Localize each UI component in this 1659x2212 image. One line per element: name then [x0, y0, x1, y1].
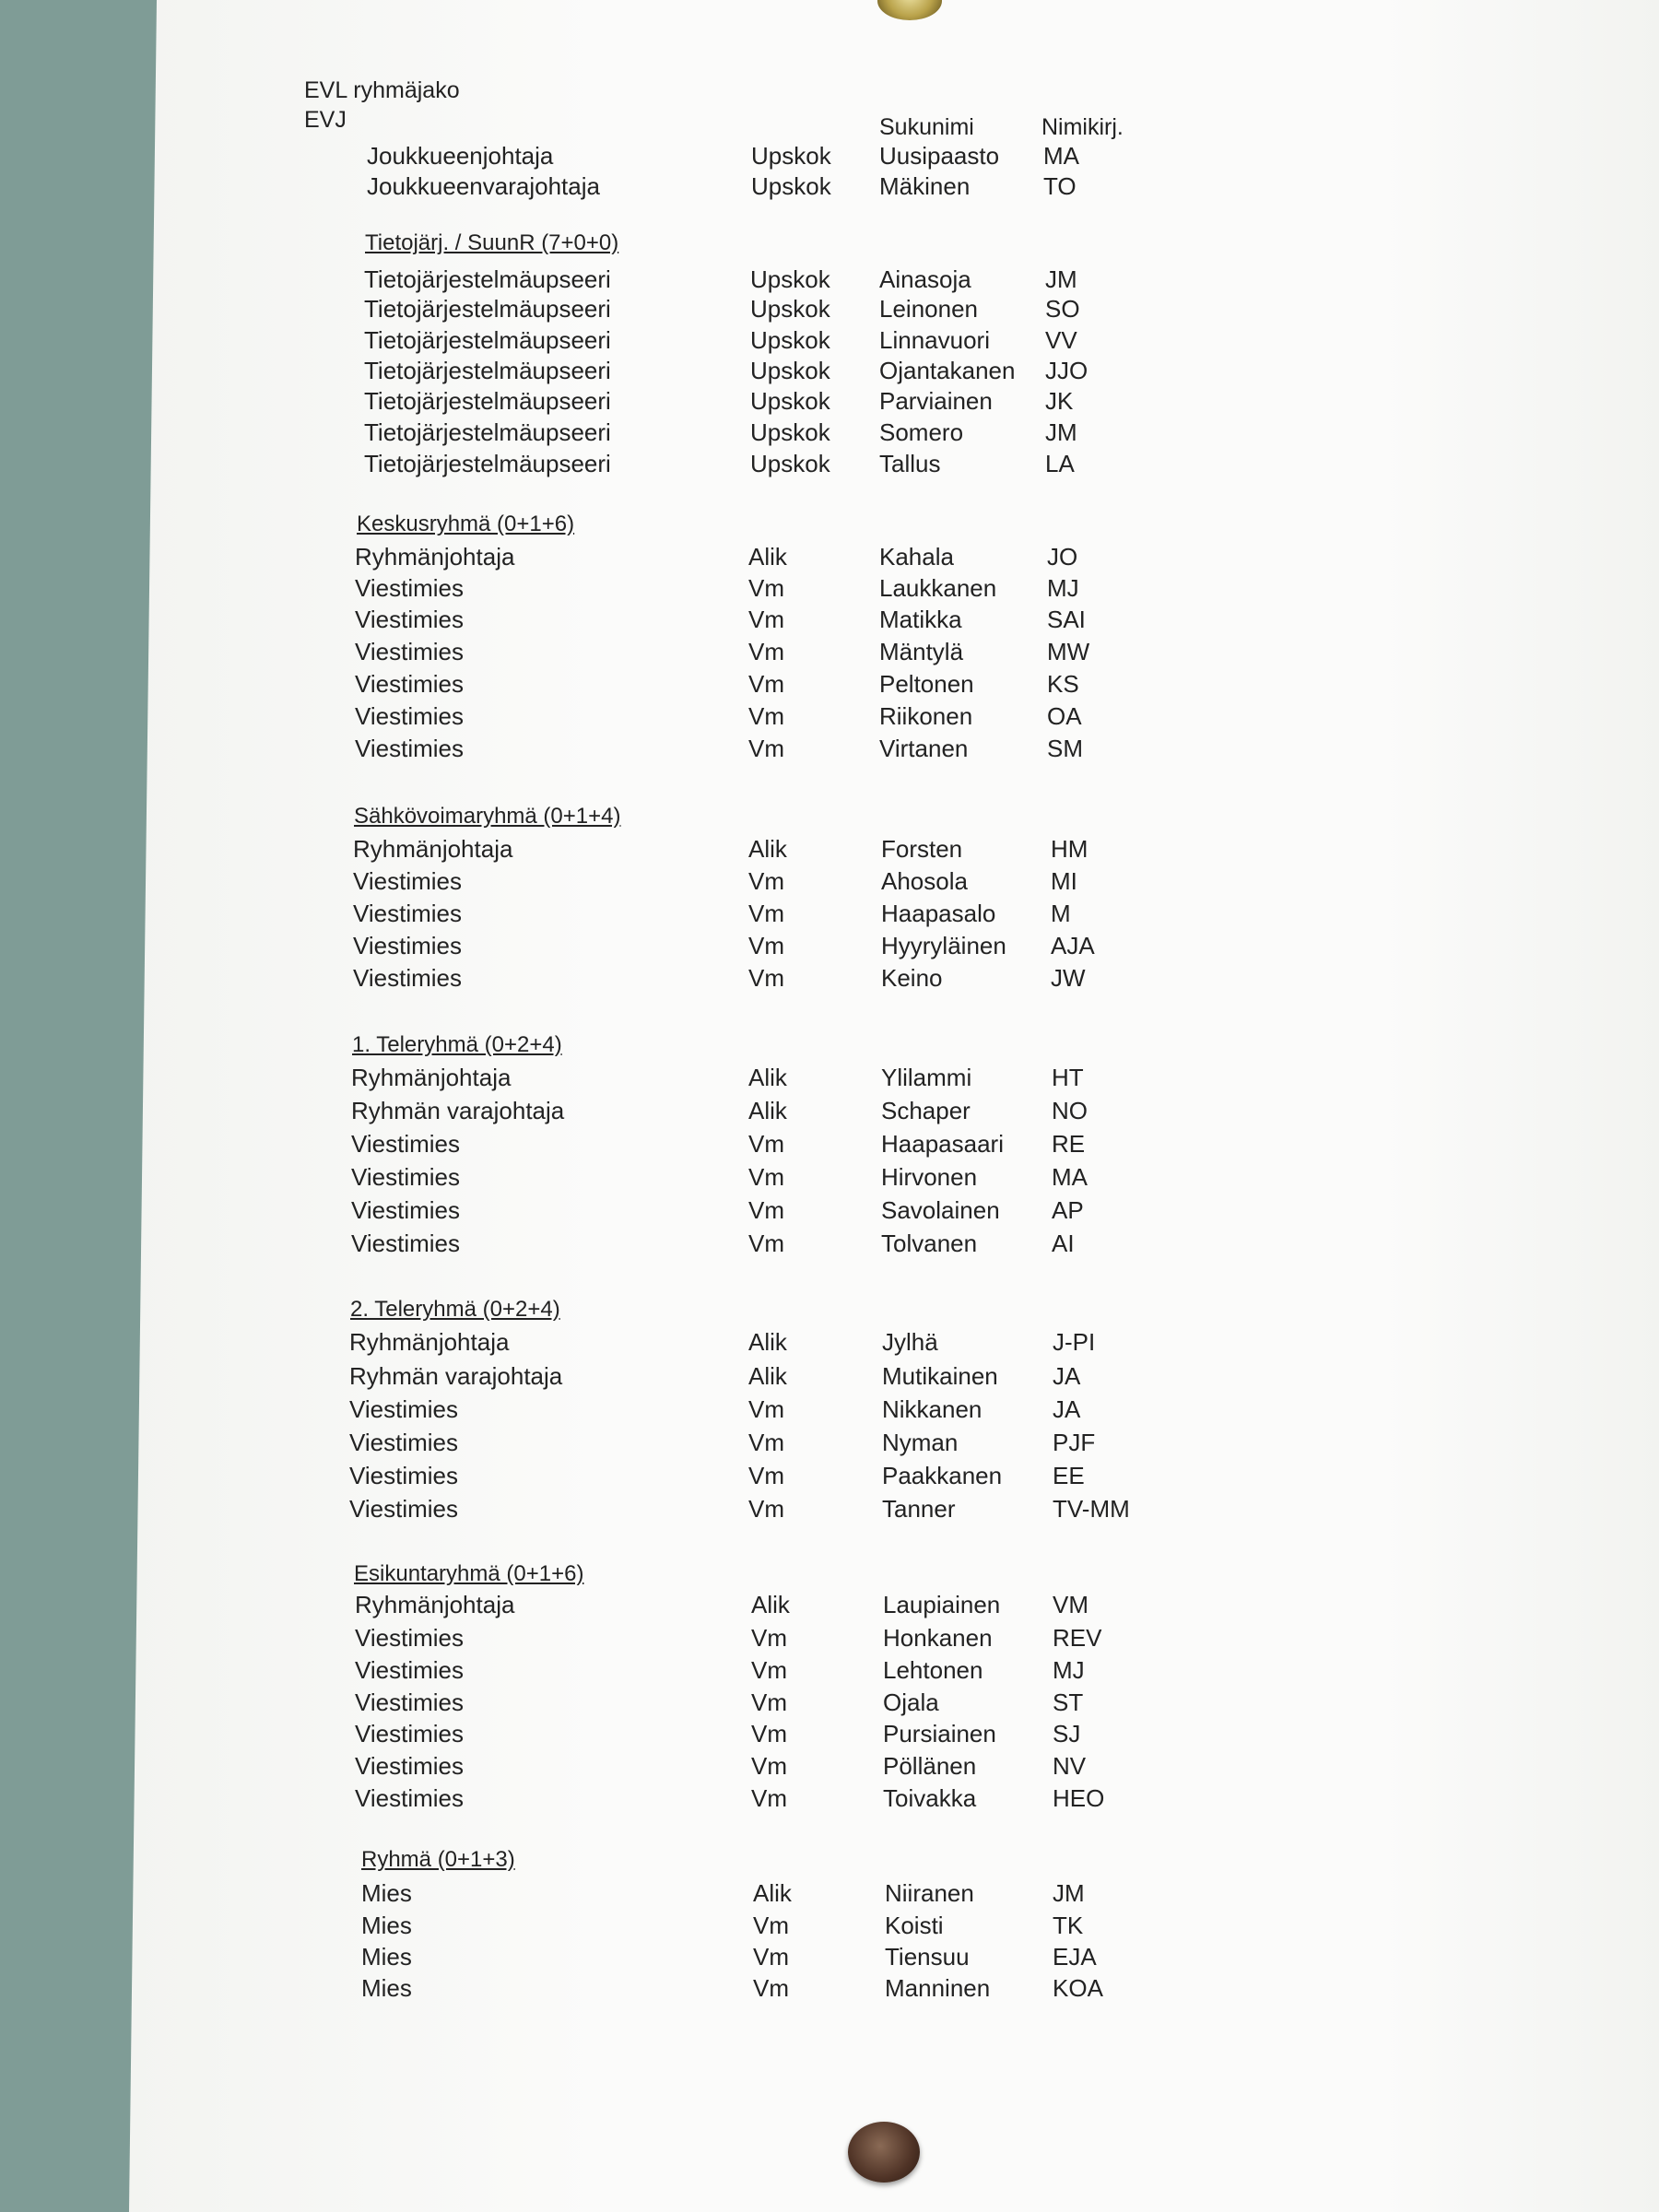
rank-cell: Vm: [748, 867, 784, 895]
section-title: Keskusryhmä (0+1+6): [357, 512, 575, 536]
role-cell: Viestimies: [355, 638, 465, 665]
rank-cell: Alik: [748, 1097, 787, 1124]
table-row: [0, 1130, 1659, 1161]
document-title: EVL ryhmäjako: [304, 77, 460, 103]
rank-cell: Vm: [748, 1230, 784, 1257]
rank-cell: Upskok: [750, 450, 830, 477]
table-row: [0, 835, 1659, 866]
role-cell: Viestimies: [351, 1230, 461, 1257]
role-cell: Viestimies: [351, 1163, 461, 1191]
initials-cell: HM: [1051, 835, 1088, 863]
role-cell: Viestimies: [349, 1429, 459, 1456]
surname-cell: Somero: [879, 418, 964, 446]
role-cell: Viestimies: [351, 1130, 461, 1158]
rank-cell: Vm: [753, 1912, 789, 1939]
initials-cell: EJA: [1053, 1943, 1097, 1971]
section-title: Tietojärj. / SuunR (7+0+0): [365, 230, 619, 255]
initials-cell: JA: [1053, 1362, 1081, 1390]
rank-cell: Upskok: [751, 142, 831, 170]
rank-cell: Alik: [748, 835, 787, 863]
role-cell: Viestimies: [349, 1462, 459, 1489]
table-row: [0, 142, 1659, 173]
rank-cell: Vm: [753, 1943, 789, 1971]
rank-cell: Vm: [748, 900, 784, 927]
role-cell: Viestimies: [353, 900, 463, 927]
surname-cell: Toivakka: [883, 1784, 977, 1812]
initials-cell: SO: [1045, 295, 1080, 323]
rank-cell: Vm: [748, 1163, 784, 1191]
surname-cell: Ainasoja: [879, 265, 971, 293]
surname-cell: Savolainen: [881, 1196, 1000, 1224]
table-row: [0, 1495, 1659, 1526]
surname-cell: Tolvanen: [881, 1230, 978, 1257]
surname-cell: Matikka: [879, 606, 962, 633]
rank-cell: Vm: [748, 1196, 784, 1224]
table-row: [0, 1688, 1659, 1720]
role-cell: Tietojärjestelmäupseeri: [364, 295, 611, 323]
initials-cell: SJ: [1053, 1720, 1081, 1747]
rank-cell: Vm: [751, 1656, 787, 1684]
table-row: [0, 1163, 1659, 1194]
surname-cell: Virtanen: [879, 735, 969, 762]
surname-cell: Pöllänen: [883, 1752, 977, 1780]
table-row: [0, 1720, 1659, 1751]
surname-cell: Uusipaasto: [879, 142, 1000, 170]
table-row: [0, 1591, 1659, 1622]
rank-cell: Vm: [748, 606, 784, 633]
initials-cell: SAI: [1047, 606, 1086, 633]
column-header-initials: Nimikirj.: [1041, 114, 1124, 140]
role-cell: Viestimies: [355, 1656, 465, 1684]
table-row: [0, 702, 1659, 734]
surname-cell: Tanner: [882, 1495, 956, 1523]
table-row: [0, 326, 1659, 358]
rank-cell: Vm: [751, 1624, 787, 1652]
initials-cell: AP: [1052, 1196, 1084, 1224]
role-cell: Mies: [361, 1943, 412, 1971]
table-row: [0, 1624, 1659, 1655]
role-cell: Viestimies: [355, 735, 465, 762]
table-row: [0, 1974, 1659, 2006]
surname-cell: Mäkinen: [879, 172, 971, 200]
rank-cell: Upskok: [750, 295, 830, 323]
surname-cell: Paakkanen: [882, 1462, 1003, 1489]
rank-cell: Vm: [748, 1429, 784, 1456]
surname-cell: Ahosola: [881, 867, 968, 895]
table-row: [0, 1943, 1659, 1974]
surname-cell: Haapasaari: [881, 1130, 1004, 1158]
initials-cell: JM: [1045, 265, 1077, 293]
table-row: [0, 964, 1659, 995]
section-title: 1. Teleryhmä (0+2+4): [352, 1032, 562, 1057]
document-subtitle: EVJ: [304, 107, 347, 133]
surname-cell: Ylilammi: [881, 1064, 972, 1091]
initials-cell: RE: [1052, 1130, 1086, 1158]
table-row: [0, 606, 1659, 637]
surname-cell: Hirvonen: [881, 1163, 978, 1191]
role-cell: Viestimies: [353, 932, 463, 959]
role-cell: Viestimies: [351, 1196, 461, 1224]
table-row: [0, 1879, 1659, 1911]
initials-cell: NO: [1052, 1097, 1088, 1124]
rank-cell: Upskok: [750, 418, 830, 446]
surname-cell: Keino: [881, 964, 943, 992]
rank-cell: Alik: [753, 1879, 792, 1907]
initials-cell: KOA: [1053, 1974, 1103, 2002]
initials-cell: J-PI: [1053, 1328, 1096, 1356]
table-row: [0, 670, 1659, 701]
initials-cell: JJO: [1045, 357, 1088, 384]
role-cell: Ryhmänjohtaja: [351, 1064, 512, 1091]
initials-cell: VV: [1045, 326, 1077, 354]
surname-cell: Schaper: [881, 1097, 971, 1124]
table-row: [0, 450, 1659, 481]
initials-cell: JO: [1047, 543, 1078, 571]
surname-cell: Laupiainen: [883, 1591, 1001, 1618]
surname-cell: Niiranen: [885, 1879, 974, 1907]
role-cell: Ryhmänjohtaja: [349, 1328, 510, 1356]
table-row: [0, 1429, 1659, 1460]
rank-cell: Vm: [748, 1495, 784, 1523]
role-cell: Viestimies: [355, 574, 465, 602]
rank-cell: Vm: [748, 1462, 784, 1489]
initials-cell: TK: [1053, 1912, 1084, 1939]
role-cell: Ryhmän varajohtaja: [351, 1097, 565, 1124]
initials-cell: MA: [1043, 142, 1079, 170]
surname-cell: Peltonen: [879, 670, 974, 698]
initials-cell: ST: [1053, 1688, 1084, 1716]
rank-cell: Vm: [748, 670, 784, 698]
rank-cell: Alik: [748, 1328, 787, 1356]
role-cell: Tietojärjestelmäupseeri: [364, 326, 611, 354]
table-row: [0, 387, 1659, 418]
table-row: [0, 1064, 1659, 1095]
rank-cell: Vm: [751, 1752, 787, 1780]
rank-cell: Vm: [751, 1688, 787, 1716]
table-row: [0, 1362, 1659, 1394]
surname-cell: Leinonen: [879, 295, 978, 323]
section-title: Sähkövoimaryhmä (0+1+4): [354, 804, 621, 829]
rank-cell: Upskok: [750, 265, 830, 293]
rank-cell: Vm: [751, 1784, 787, 1812]
initials-cell: AJA: [1051, 932, 1095, 959]
rank-cell: Alik: [751, 1591, 790, 1618]
surname-cell: Parviainen: [879, 387, 993, 415]
table-row: [0, 1395, 1659, 1427]
role-cell: Tietojärjestelmäupseeri: [364, 418, 611, 446]
initials-cell: KS: [1047, 670, 1079, 698]
table-row: [0, 867, 1659, 899]
surname-cell: Kahala: [879, 543, 954, 571]
initials-cell: HT: [1052, 1064, 1084, 1091]
table-row: [0, 1912, 1659, 1943]
initials-cell: JM: [1053, 1879, 1085, 1907]
table-row: [0, 1328, 1659, 1359]
surname-cell: Ojala: [883, 1688, 939, 1716]
table-row: [0, 638, 1659, 669]
surname-cell: Tallus: [879, 450, 941, 477]
table-row: [0, 172, 1659, 204]
surname-cell: Manninen: [885, 1974, 991, 2002]
table-row: [0, 1784, 1659, 1816]
role-cell: Tietojärjestelmäupseeri: [364, 357, 611, 384]
initials-cell: JA: [1053, 1395, 1081, 1423]
table-row: [0, 932, 1659, 963]
initials-cell: AI: [1052, 1230, 1075, 1257]
table-row: [0, 1097, 1659, 1128]
column-header-surname: Sukunimi: [879, 114, 974, 140]
initials-cell: SM: [1047, 735, 1083, 762]
initials-cell: TO: [1043, 172, 1077, 200]
initials-cell: MJ: [1053, 1656, 1085, 1684]
rank-cell: Upskok: [751, 172, 831, 200]
rank-cell: Vm: [751, 1720, 787, 1747]
surname-cell: Tiensuu: [885, 1943, 970, 1971]
surname-cell: Laukkanen: [879, 574, 997, 602]
role-cell: Viestimies: [349, 1495, 459, 1523]
role-cell: Viestimies: [349, 1395, 459, 1423]
surname-cell: Jylhä: [882, 1328, 938, 1356]
role-cell: Tietojärjestelmäupseeri: [364, 265, 611, 293]
rank-cell: Upskok: [750, 357, 830, 384]
initials-cell: MI: [1051, 867, 1077, 895]
section-title: Ryhmä (0+1+3): [361, 1847, 515, 1872]
rank-cell: Upskok: [750, 387, 830, 415]
rank-cell: Vm: [748, 735, 784, 762]
surname-cell: Linnavuori: [879, 326, 990, 354]
surname-cell: Haapasalo: [881, 900, 996, 927]
role-cell: Tietojärjestelmäupseeri: [364, 387, 611, 415]
initials-cell: OA: [1047, 702, 1082, 730]
rank-cell: Vm: [748, 638, 784, 665]
initials-cell: NV: [1053, 1752, 1087, 1780]
section-title: Esikuntaryhmä (0+1+6): [354, 1561, 584, 1586]
initials-cell: MA: [1052, 1163, 1088, 1191]
initials-cell: EE: [1053, 1462, 1085, 1489]
table-row: [0, 900, 1659, 931]
rank-cell: Vm: [748, 964, 784, 992]
role-cell: Viestimies: [355, 670, 465, 698]
table-row: [0, 357, 1659, 388]
table-row: [0, 418, 1659, 450]
surname-cell: Lehtonen: [883, 1656, 983, 1684]
role-cell: Viestimies: [355, 1752, 465, 1780]
role-cell: Viestimies: [355, 1688, 465, 1716]
initials-cell: TV-MM: [1053, 1495, 1130, 1523]
surname-cell: Nikkanen: [882, 1395, 982, 1423]
section-title: 2. Teleryhmä (0+2+4): [350, 1297, 560, 1322]
table-row: [0, 265, 1659, 297]
role-cell: Viestimies: [355, 702, 465, 730]
table-row: [0, 1462, 1659, 1493]
rank-cell: Upskok: [750, 326, 830, 354]
initials-cell: HEO: [1053, 1784, 1105, 1812]
initials-cell: REV: [1053, 1624, 1102, 1652]
role-cell: Mies: [361, 1912, 412, 1939]
initials-cell: JM: [1045, 418, 1077, 446]
role-cell: Tietojärjestelmäupseeri: [364, 450, 611, 477]
surname-cell: Pursiainen: [883, 1720, 996, 1747]
surname-cell: Mutikainen: [882, 1362, 998, 1390]
role-cell: Ryhmän varajohtaja: [349, 1362, 563, 1390]
role-cell: Mies: [361, 1879, 412, 1907]
role-cell: Viestimies: [353, 964, 463, 992]
surname-cell: Riikonen: [879, 702, 973, 730]
initials-cell: JK: [1045, 387, 1074, 415]
initials-cell: MW: [1047, 638, 1090, 665]
surname-cell: Honkanen: [883, 1624, 993, 1652]
table-row: [0, 1752, 1659, 1783]
role-cell: Viestimies: [355, 1624, 465, 1652]
role-cell: Ryhmänjohtaja: [355, 543, 515, 571]
initials-cell: M: [1051, 900, 1071, 927]
table-row: [0, 574, 1659, 606]
initials-cell: JW: [1051, 964, 1086, 992]
surname-cell: Nyman: [882, 1429, 959, 1456]
initials-cell: PJF: [1053, 1429, 1096, 1456]
initials-cell: VM: [1053, 1591, 1088, 1618]
role-cell: Joukkueenvarajohtaja: [367, 172, 600, 200]
rank-cell: Alik: [748, 1362, 787, 1390]
table-row: [0, 1230, 1659, 1261]
surname-cell: Forsten: [881, 835, 963, 863]
table-row: [0, 295, 1659, 326]
rank-cell: Alik: [748, 1064, 787, 1091]
surname-cell: Hyyryläinen: [881, 932, 1006, 959]
rank-cell: Vm: [753, 1974, 789, 2002]
rank-cell: Vm: [748, 1395, 784, 1423]
initials-cell: MJ: [1047, 574, 1079, 602]
rank-cell: Alik: [748, 543, 787, 571]
initials-cell: LA: [1045, 450, 1075, 477]
table-row: [0, 735, 1659, 766]
surname-cell: Koisti: [885, 1912, 944, 1939]
rank-cell: Vm: [748, 1130, 784, 1158]
table-row: [0, 1196, 1659, 1228]
role-cell: Viestimies: [355, 606, 465, 633]
surname-cell: Mäntylä: [879, 638, 964, 665]
role-cell: Viestimies: [353, 867, 463, 895]
rank-cell: Vm: [748, 702, 784, 730]
surname-cell: Ojantakanen: [879, 357, 1016, 384]
role-cell: Ryhmänjohtaja: [353, 835, 513, 863]
role-cell: Joukkueenjohtaja: [367, 142, 554, 170]
rank-cell: Vm: [748, 932, 784, 959]
table-row: [0, 543, 1659, 574]
table-row: [0, 1656, 1659, 1688]
role-cell: Ryhmänjohtaja: [355, 1591, 515, 1618]
role-cell: Viestimies: [355, 1720, 465, 1747]
rank-cell: Vm: [748, 574, 784, 602]
role-cell: Viestimies: [355, 1784, 465, 1812]
role-cell: Mies: [361, 1974, 412, 2002]
